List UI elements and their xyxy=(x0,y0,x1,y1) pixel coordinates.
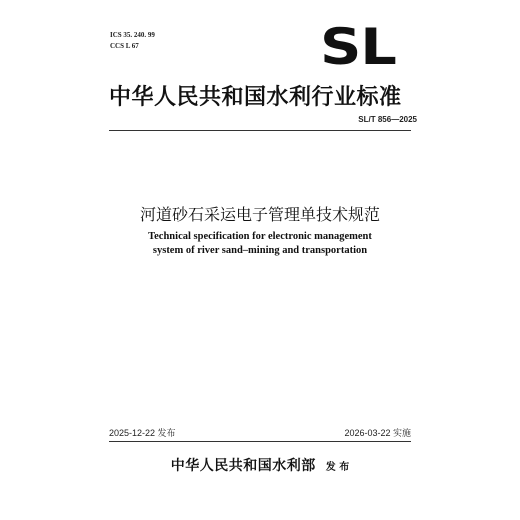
publisher-name: 中华人民共和国水利部 xyxy=(170,458,316,474)
ics-code: ICS 35. 240. 99 xyxy=(110,31,155,39)
top-divider xyxy=(109,130,411,131)
publish-action: 发 布 xyxy=(325,462,350,473)
implementation-date: 2026-03-22 实施 xyxy=(344,428,411,438)
issue-date: 2025-12-22 发布 xyxy=(109,428,176,438)
english-title-line-1: Technical specification for electronic management xyxy=(148,231,372,242)
sl-logo: SL xyxy=(320,18,396,76)
english-title-line-2: system of river sand–mining and transportation xyxy=(152,245,368,256)
classification-codes xyxy=(110,30,155,52)
document-title-english xyxy=(0,230,520,258)
document-title-chinese: 河道砂石采运电子管理单技术规范 xyxy=(139,205,380,224)
standard-number: SL/T 856—2025 xyxy=(358,115,417,124)
bottom-divider xyxy=(109,441,411,442)
publisher-line xyxy=(0,455,520,475)
standard-type-heading: 中华人民共和国水利行业标准 xyxy=(109,85,402,110)
ccs-code: CCS L 67 xyxy=(110,42,139,50)
